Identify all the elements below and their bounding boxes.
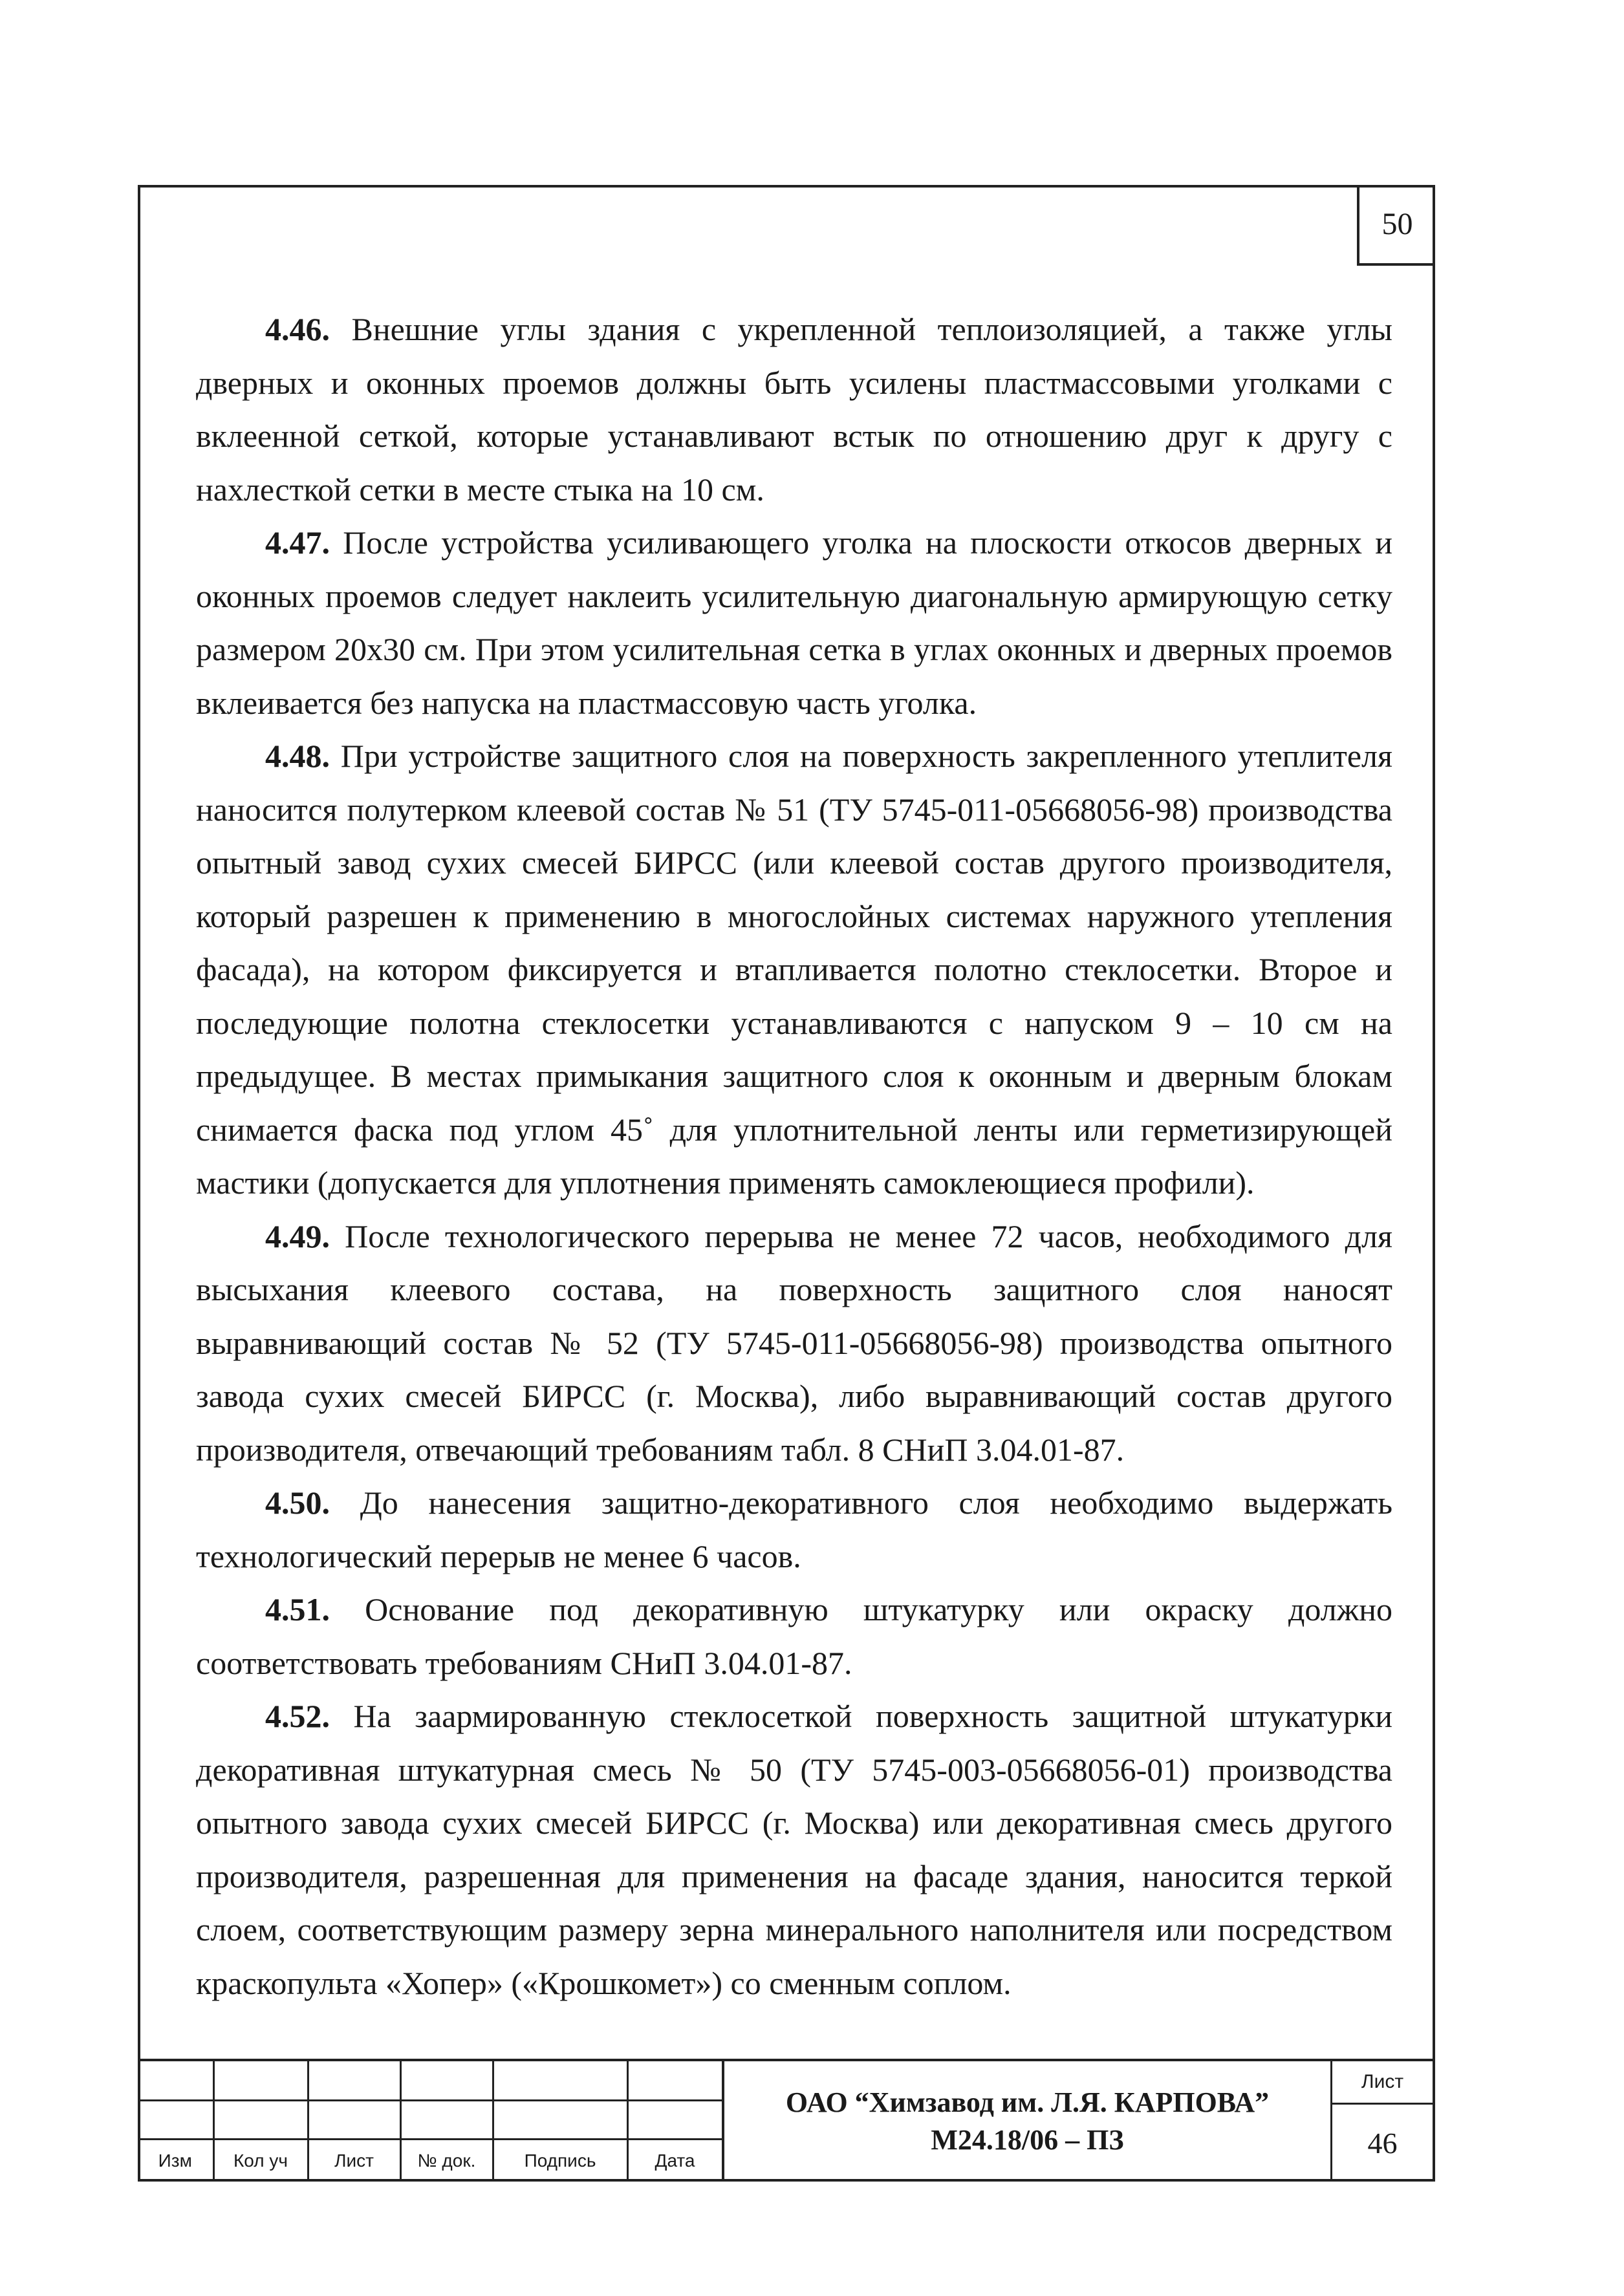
paragraph-text: После устройства усиливающего уголка на плоскости откосов дверных и оконных проемов следует наклеить усилительную диагональную армирующую сетку размером 20х30 см. При этом усилительная сетка в углах оконных и дверных проемов вклеивается без напуска на пластмассовую часть уголка. — [196, 524, 1392, 721]
body-text — [196, 303, 1392, 2010]
paragraph-text: До нанесения защитно-декоративного слоя необходимо выдержать технологический перерыв не менее 6 часов. — [196, 1485, 1393, 1574]
header-date: Дата — [627, 2139, 722, 2182]
header-doc-number: № док. — [400, 2139, 493, 2182]
sheet-label: Лист — [1332, 2061, 1433, 2105]
page-number — [1357, 185, 1435, 266]
paragraph-number: 4.47. — [265, 524, 330, 561]
title-block — [138, 2059, 1435, 2182]
organization-name: ОАО “Химзавод им. Л.Я. КАРПОВА” — [785, 2087, 1270, 2118]
revision-cell — [627, 2100, 722, 2139]
paragraph-number: 4.52. — [265, 1698, 330, 1734]
paragraph-number: 4.50. — [265, 1485, 330, 1521]
paragraph-4-50 — [196, 1476, 1392, 1583]
revision-cell — [213, 2061, 308, 2100]
paragraph-text: После технологического перерыва не менее 72 часов, необходимого для высыхания клеевого состава, на поверхность защитного слоя наносят выравнивающий состав № 52 (ТУ 5745-011-05668056-98) производства опытного завода сухих смесей БИРСС (г. Москва), либо выравнивающий состав другого производителя, отвечающий требованиям табл. 8 СНиП 3.04.01-87. — [196, 1218, 1393, 1468]
paragraph-text: Внешние углы здания с укрепленной теплоизоляцией, а также углы дверных и оконных проемов должны быть усилены пластмассовыми уголками с вклеенной сеткой, которые устанавливают встык по отношению друг к другу с нахлесткой сетки в месте стыка на 10 см. — [196, 311, 1392, 508]
paragraph-text: Основание под декоративную штукатурку или окраску должно соответствовать требованиям СНиП 3.04.01-87. — [196, 1591, 1392, 1681]
revision-cell — [400, 2100, 493, 2139]
page-number-value: 50 — [1381, 207, 1413, 241]
paragraph-text: При устройстве защитного слоя на поверхность закрепленного утеплителя наносится полутерком клеевой состав № 51 (ТУ 5745-011-05668056-98) производства опытный завод сухих смесей БИРСС (или клеевой состав другого производителя, который разрешен к применению в многослойных системах наружного утепления фасада), на котором фиксируется и втапливается полотно стеклосетки. Второе и последующие полотна стеклосетки устанавливаются с напуском 9 – 10 см на предыдущее. В местах примыкания защитного слоя к оконным и дверным блокам снимается фаска под углом 45˚ для уплотнительной ленты или герметизирующей мастики (допускается для уплотнения применять самоклеющиеся профили). — [196, 738, 1393, 1201]
paragraph-4-49 — [196, 1210, 1392, 1477]
revision-cell — [627, 2061, 722, 2100]
revision-cell — [213, 2100, 308, 2139]
header-list: Лист — [308, 2139, 400, 2182]
paragraph-text: На заармированную стеклосеткой поверхность защитной штукатурки декоративная штукатурная смесь № 50 (ТУ 5745-003-05668056-01) производства опытного завода сухих смесей БИРСС (г. Москва) или декоративная смесь другого производителя, разрешенная для применения на фасаде здания, наносится теркой слоем, соответствующим размеру зерна минерального наполнителя или посредством краскопульта «Хопер» («Крошкомет») со сменным соплом. — [196, 1698, 1393, 2001]
revision-cell — [493, 2061, 627, 2100]
revision-table — [138, 2061, 724, 2182]
revision-cell — [400, 2061, 493, 2100]
revision-cell — [138, 2061, 213, 2100]
document-code: М24.18/06 – ПЗ — [931, 2124, 1124, 2156]
paragraph-4-48 — [196, 729, 1392, 1210]
header-signature: Подпись — [493, 2139, 627, 2182]
paragraph-4-52 — [196, 1690, 1392, 2010]
paragraph-number: 4.48. — [265, 738, 330, 774]
revision-cell — [493, 2100, 627, 2139]
paragraph-number: 4.49. — [265, 1218, 330, 1254]
revision-cell — [308, 2100, 400, 2139]
paragraph-number: 4.51. — [265, 1591, 330, 1627]
organization-block — [722, 2061, 1330, 2182]
revision-cell — [138, 2100, 213, 2139]
revision-cell — [308, 2061, 400, 2100]
paragraph-4-47 — [196, 516, 1392, 729]
paragraph-number: 4.46. — [265, 311, 330, 347]
header-kol-uch: Кол уч — [213, 2139, 308, 2182]
sheet-block — [1330, 2061, 1433, 2182]
paragraph-4-46 — [196, 303, 1392, 516]
paragraph-4-51 — [196, 1583, 1392, 1690]
sheet-number: 46 — [1367, 2127, 1398, 2160]
header-izm: Изм — [138, 2139, 213, 2182]
